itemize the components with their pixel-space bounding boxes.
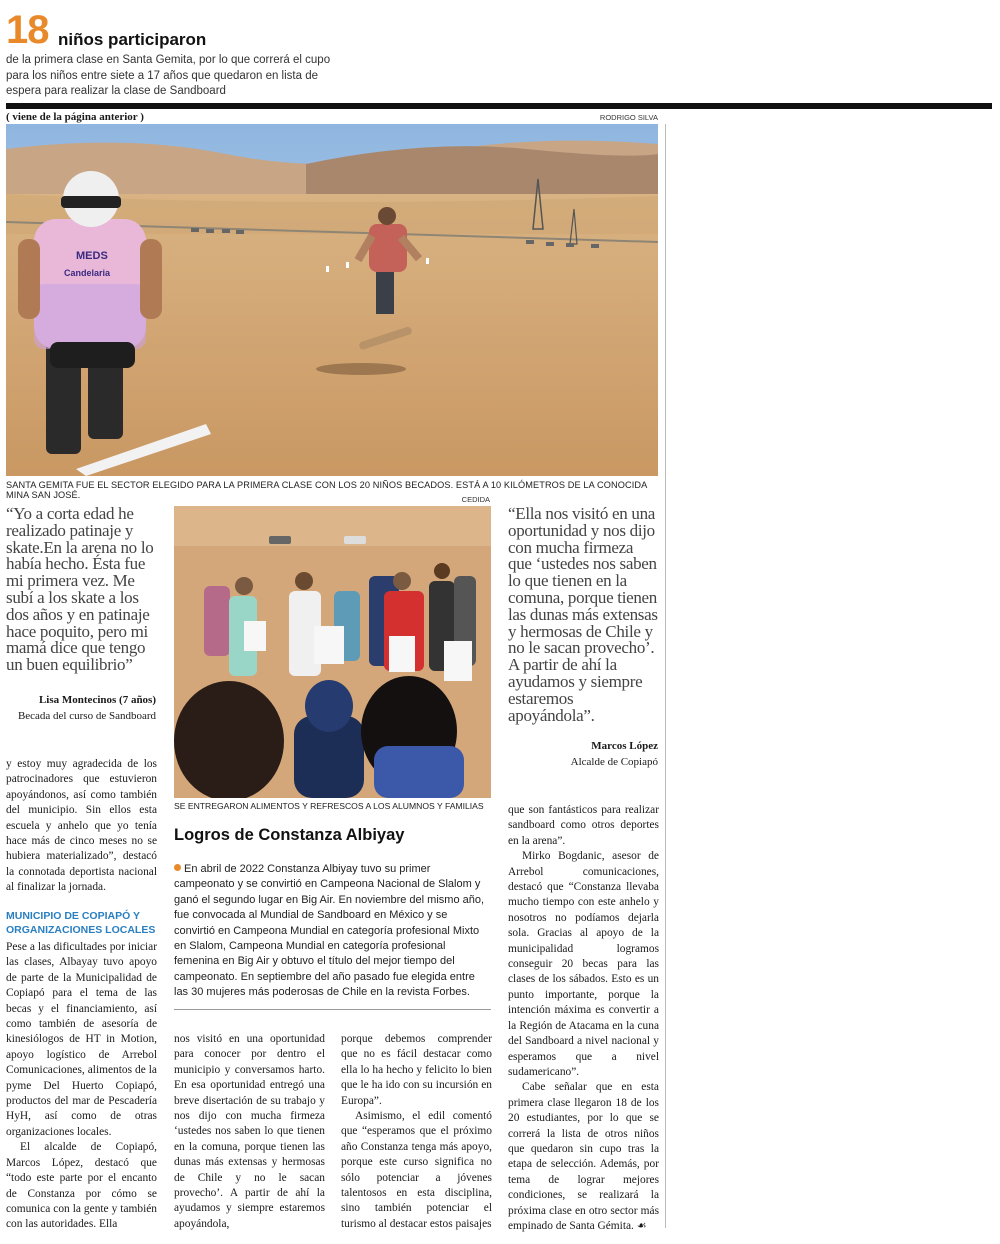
logros-text: En abril de 2022 Constanza Albiyay tuvo su primer campeonato y se convirtió en Campeona Nacional de Slalom y ganó el segundo lugar en Big Air. En noviembre del mismo año, fue convocada al Mundial de Sandboard en México y se convirtió en Campeona Mundial en categoría profesional Mixto en Slalom, Campeona Mundial en categoría profesional femenina en Big Air y obtuvo el título del mejor tiempo del campeonato. En septiembre del año pasado fue elegida entre las 30 mujeres más poderosas de Chile en la revista Forbes.: [174, 863, 485, 999]
paragraph: porque debemos comprender que no es fácil destacar como ella lo ha hecho y felicito lo bien que le ha ido con su incursión en Europa”.: [341, 1033, 492, 1107]
quote-marcos-role: Alcalde de Copiapó: [570, 756, 658, 768]
quote-marcos-text: “Ella nos visitó en una oportunidad y nos dijo con mucha firmeza que ‘ustedes nos saben lo que tienen en la comuna, porque tienen las dunas más extensas y hermosas de Chile y no le sacan provecho’. A partir de ahí la ayudamos y siempre estaremos apoyándola”.: [508, 504, 658, 725]
photo-credit-second: CEDIDA: [461, 495, 490, 504]
column-3-text: [508, 803, 659, 1234]
paragraph-text: Cabe señalar que en esta primera clase llegaron 18 de los 20 estudiantes, por lo que se correrá la lista de otros niños que quedaron sin cupo tras la etapa de selección. Además, por tema de lograr mejores condiciones, se realizará la próxima clase en otro sector más empinado de Santa Gémita.: [508, 1081, 659, 1232]
bullet-dot-icon: [174, 864, 181, 871]
shirt-sponsor-2: Candelaria: [64, 268, 111, 278]
paragraph: [508, 1080, 659, 1234]
end-mark-icon: ☙: [636, 1219, 647, 1232]
quote-lisa-text: “Yo a corta edad he realizado patinaje y skate.En la arena no lo había hecho. Ésta fue mi primera vez. Me subí a los skate a los dos años y en patinaje hace poquito, pero mi mamá dice que tengo un buen equilibrio”: [6, 504, 154, 675]
column-a-text: [174, 1032, 325, 1232]
sandboard-scene-illustration: [6, 124, 658, 476]
second-photo: [174, 506, 491, 798]
header-divider: [6, 103, 992, 109]
continued-label: ( viene de la página anterior ): [6, 111, 144, 123]
group-scene-illustration: [174, 506, 491, 798]
column-1-top-text: [6, 757, 157, 896]
quote-lisa-role: Becada del curso de Sandboard: [17, 710, 156, 722]
paragraph: nos visitó en una oportunidad para conocer por dentro el municipio y conversamos harto. En esa oportunidad entregó una breve disertación de su trabajo y nos dijo con mucha firmeza ‘ustedes nos saben lo que tienen en la comuna, porque tienen las dunas más extensas y hermosas de Chile y no le sacan provecho’. A partir de ahí la ayudamos y siempre estaremos apoyándola,: [174, 1033, 325, 1230]
paragraph: El alcalde de Copiapó, Marcos López, destacó que “todo este parte por el encanto de Constanza por cómo se comunica con la gente y también con las autoridades. Ella: [6, 1141, 157, 1231]
stat-number: 18: [6, 8, 49, 52]
paragraph: Asimismo, el edil comentó que “esperamos que el próximo año Constanza tenga más apoyo, porque este curso significa no sólo potenciar a jóvenes talentosos en esta disciplina, sino también potenciar el turismo al destacar estos paisajes: [341, 1110, 492, 1230]
column-b-text: [341, 1032, 492, 1232]
paragraph: Mirko Bogdanic, asesor de Arrebol comunicaciones, destacó que “Constanza llevaba mucho tiempo con este anhelo y nosotros no podíamos dejarla sola. Gracias al apoyo de la municipalidad logramos conseguir 20 becas para las clases de los sábados. Esto es un punto importante, porque la intención máxima es convertir a la Región de Atacama en la cuna del Sandboard a nivel nacional y esperamos que a nivel sudamericano”.: [508, 850, 659, 1078]
second-photo-caption: SE ENTREGARON ALIMENTOS Y REFRESCOS A LOS ALUMNOS Y FAMILIAS: [174, 801, 484, 811]
main-photo-caption: SANTA GEMITA FUE EL SECTOR ELEGIDO PARA LA PRIMERA CLASE CON LOS 20 NIÑOS BECADOS. ESTÁ A 10 KILÓMETROS DE LA CONOCIDA MINA SAN JOSÉ.: [6, 480, 647, 500]
stat-title: niños participaron: [58, 30, 207, 49]
photo-credit-main: RODRIGO SILVA: [599, 113, 658, 122]
column-divider: [665, 124, 666, 1228]
shirt-sponsor-1: MEDS: [76, 250, 108, 262]
paragraph: y estoy muy agradecida de los patrocinadores que estuvieron apoyándonos, así como también del municipio. Sin ellos esta escuela y anhelo que yo tenía hace más de cinco meses no se hubiera materializado”, destacó la connotada deportista nacional al finalizar la jornada.: [6, 758, 157, 894]
main-photo: [6, 124, 658, 476]
section-heading-municipio: MUNICIPIO DE COPIAPÓ Y ORGANIZACIONES LOCALES: [6, 910, 156, 936]
paragraph: que son fantásticos para realizar sandboard como otros deportes en la arena”.: [508, 804, 659, 847]
paragraph: Pese a las dificultades por iniciar las clases, Albayay tuvo apoyo de parte de la Municipalidad de Copiapó para el tema de las becas y el financiamiento, así como también de asesoría de kinesiólogos de HT in Motion, apoyo logístico de Arrebol Comunicaciones, alimentos de la pyme Del Huerto Copiapó, productos del mar de Pescadería HyH, así como de otras organizaciones locales.: [6, 941, 157, 1138]
logros-text-block: [174, 862, 491, 1001]
quote-lisa-name: Lisa Montecinos (7 años): [38, 694, 156, 706]
logros-divider: [174, 1009, 491, 1010]
logros-title: Logros de Constanza Albiyay: [174, 826, 405, 844]
stat-description: de la primera clase en Santa Gemita, por lo que correrá el cupo para los niños entre siete a 17 años que quedaron en lista de espera para realizar la clase de Sandboard: [6, 54, 331, 97]
column-1-bottom-text: [6, 940, 157, 1233]
quote-marcos-name: Marcos López: [591, 740, 658, 752]
